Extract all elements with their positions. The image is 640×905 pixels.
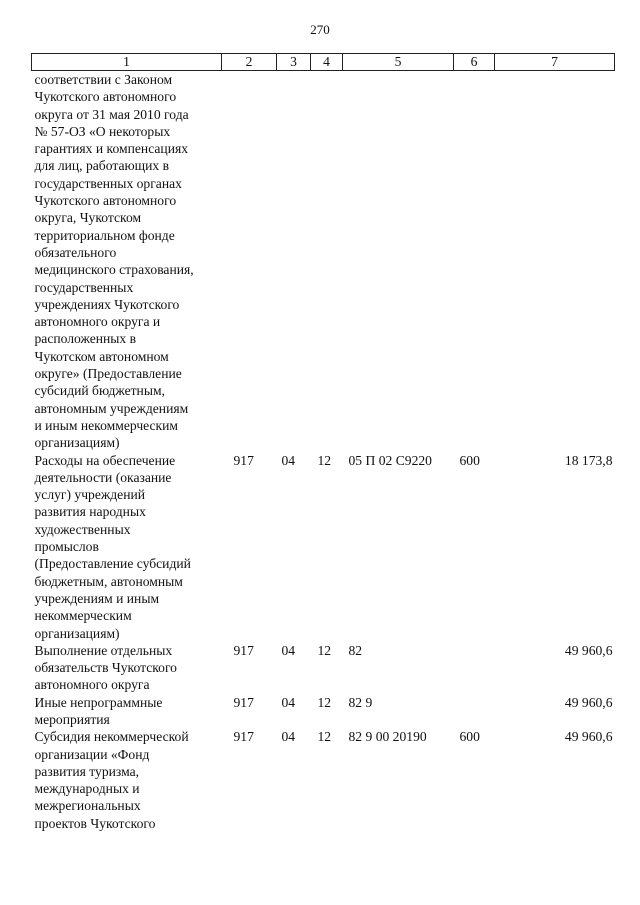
row-section xyxy=(277,71,311,452)
row-name: Иные непрограммные мероприятия xyxy=(34,694,163,727)
row-target-article: 82 9 xyxy=(348,694,373,710)
column-number-row xyxy=(32,54,615,71)
column-header-6: 6 xyxy=(454,54,495,71)
row-expense-type: 600 xyxy=(459,729,480,745)
row-amount: 49 960,6 xyxy=(564,642,613,658)
column-header-7: 7 xyxy=(495,54,615,71)
row-target-article xyxy=(343,71,454,452)
row-name: Выполнение отдельных обязательств Чукотского автономного округа xyxy=(34,642,177,693)
row-ministry-code: 917 xyxy=(233,452,254,468)
column-header-2: 2 xyxy=(222,54,277,71)
row-ministry-code xyxy=(222,71,277,452)
row-expense-type xyxy=(454,71,495,452)
row-target-article: 05 П 02 С9220 xyxy=(348,452,432,468)
row-section: 04 xyxy=(281,729,296,745)
row-subsection: 12 xyxy=(317,452,332,468)
table-row xyxy=(32,728,615,832)
row-section: 04 xyxy=(281,694,296,710)
column-header-5: 5 xyxy=(343,54,454,71)
row-amount: 18 173,8 xyxy=(564,452,613,468)
row-subsection xyxy=(311,71,343,452)
row-amount xyxy=(495,71,615,452)
column-header-3: 3 xyxy=(277,54,311,71)
column-header-4: 4 xyxy=(311,54,343,71)
row-ministry-code: 917 xyxy=(233,729,254,745)
row-section: 04 xyxy=(281,642,296,658)
row-name: Расходы на обеспечение деятельности (оказание услуг) учреждений развития народных художественных промыслов (Предоставление субсидий бюджетным, автономным учреждениям и иным некоммерческим организациям) xyxy=(34,452,191,641)
row-amount: 49 960,6 xyxy=(564,729,613,745)
budget-table xyxy=(31,53,615,832)
page-number: 270 xyxy=(310,22,330,37)
table-row xyxy=(32,694,615,729)
row-subsection: 12 xyxy=(317,694,332,710)
row-subsection: 12 xyxy=(317,642,332,658)
row-expense-type xyxy=(454,694,495,729)
row-target-article: 82 xyxy=(348,642,363,658)
row-amount: 49 960,6 xyxy=(564,694,613,710)
row-expense-type xyxy=(454,642,495,694)
row-name: Субсидия некоммерческой организации «Фонд развития туризма, международных и межрегиональных проектов Чукотского xyxy=(34,729,189,831)
row-expense-type: 600 xyxy=(459,452,480,468)
row-subsection: 12 xyxy=(317,729,332,745)
column-header-1: 1 xyxy=(32,54,222,71)
row-name: соответствии с Законом Чукотского автономного округа от 31 мая 2010 года № 57-ОЗ «О некоторых гарантиях и компенсациях для лиц, работающих в государственных органах Чукотского автономного округа, Чукотском территориальном фонде обязательного медицинского страхования, государственных учреждениях Чукотского автономного округа и расположенных в Чукотском автономном округе» (Предоставление субсидий бюджетным, автономным учреждениям и иным некоммерческим организациям) xyxy=(34,72,194,451)
row-section: 04 xyxy=(281,452,296,468)
row-ministry-code: 917 xyxy=(233,642,254,658)
table-row xyxy=(32,71,615,452)
table-row xyxy=(32,452,615,642)
row-ministry-code: 917 xyxy=(233,694,254,710)
row-target-article: 82 9 00 20190 xyxy=(348,729,427,745)
table-row xyxy=(32,642,615,694)
